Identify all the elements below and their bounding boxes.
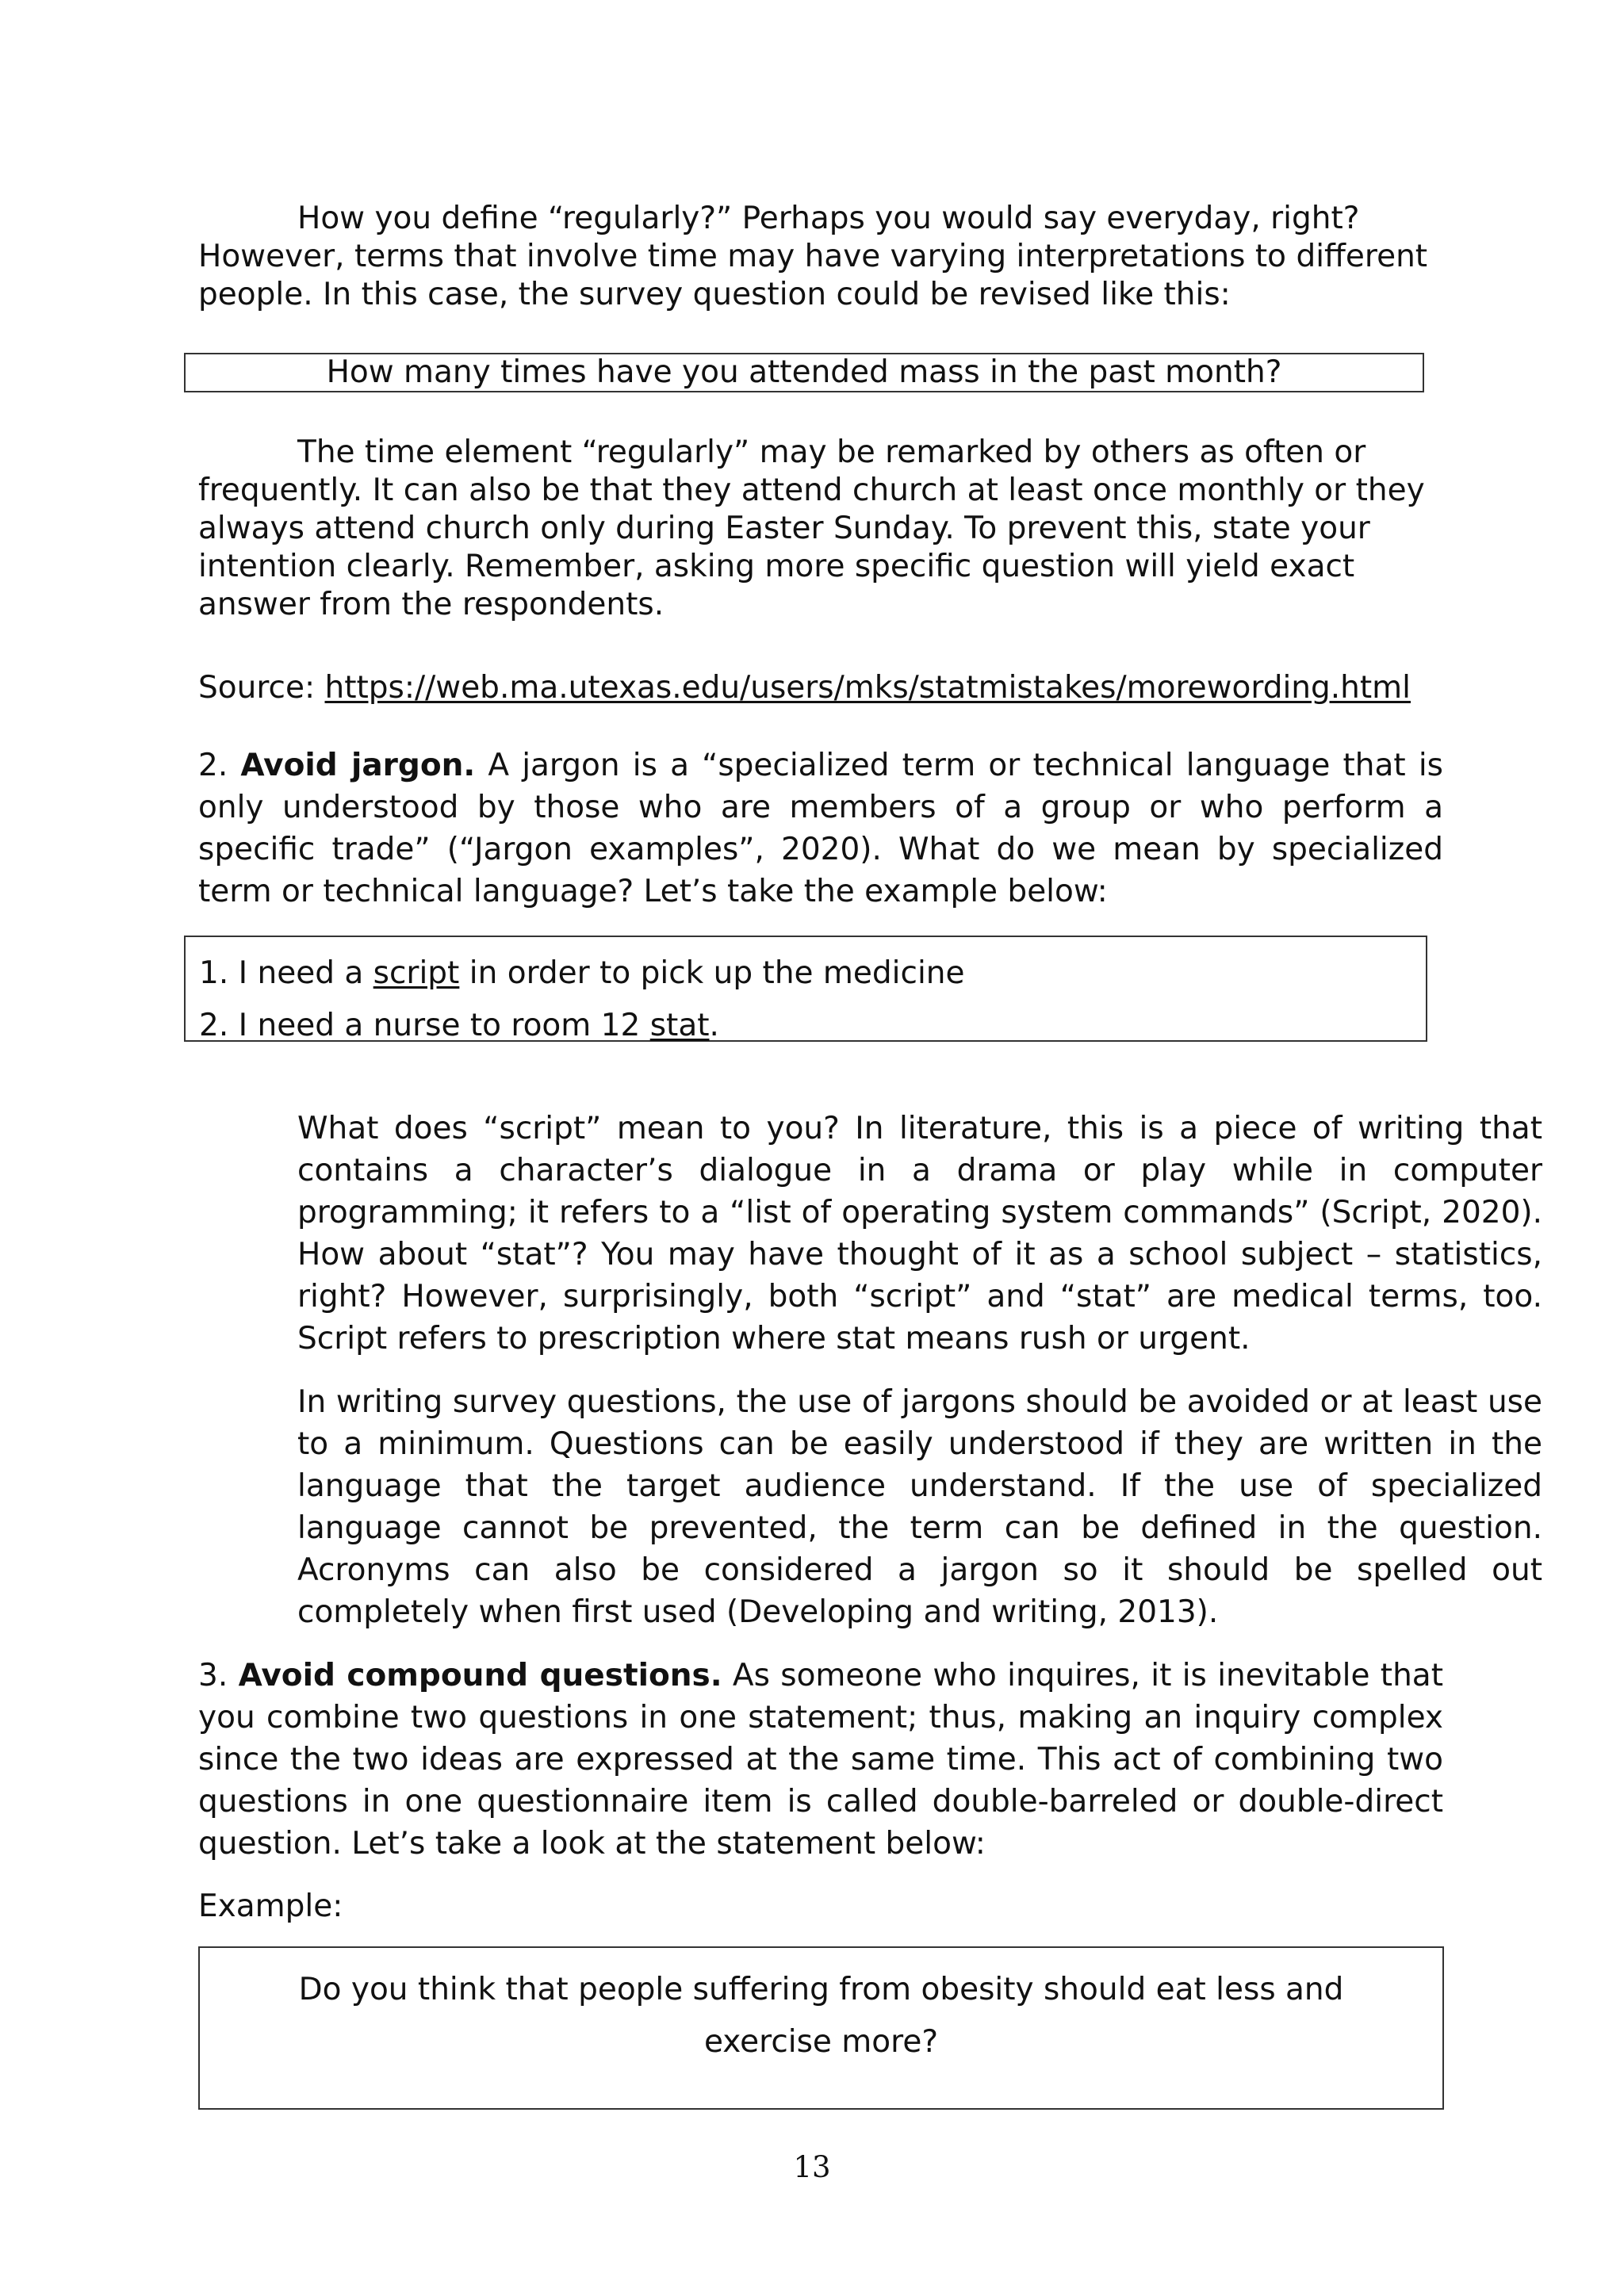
source-label: Source:: [198, 670, 325, 706]
paragraph-time-element: [198, 434, 1443, 624]
text-line: frequently. It can also be that they attend church at least once monthly or they: [198, 473, 1425, 508]
section-number: 2.: [198, 748, 241, 783]
example-line-script: 1. I need a script in order to pick up the medicine: [199, 955, 965, 991]
section-number: 3.: [198, 1658, 239, 1693]
example-line-stat: 2. I need a nurse to room 12 stat.: [199, 1008, 719, 1043]
paragraph-script-meaning: What does “script” mean to you? In literature, this is a piece of writing that contains a character’s dialogue in a drama or play while in computer programming; it refers to a “list of operating system commands” (Script, 2020). How about “stat”? You may have thought of it as a school subject – statistics, right? However, surprisingly, both “script” and “stat” are medical terms, too. Script refers to prescription where stat means rush or urgent.: [297, 1111, 1542, 1357]
revised-question-box: How many times have you attended mass in the past month?: [184, 353, 1424, 392]
text-line: always attend church only during Easter Sunday. To prevent this, state your: [198, 511, 1370, 546]
compound-question-box: Do you think that people suffering from obesity should eat less and exercise more?: [198, 1946, 1444, 2110]
paragraph-writing-survey-questions: In writing survey questions, the use of jargons should be avoided or at least use to a minimum. Questions can be easily understood if they are written in the language that the target audience understand. If the use of specialized language cannot be prevented, the term can be defined in the question. Acronyms can also be considered a jargon so it should be spelled out completely when first used (Developing and writing, 2013).: [297, 1384, 1542, 1630]
text-line: people. In this case, the survey question could be revised like this:: [198, 277, 1231, 312]
example-label: Example:: [198, 1888, 343, 1924]
section-heading: Avoid compound questions.: [238, 1658, 722, 1693]
section-heading: Avoid jargon.: [240, 748, 476, 783]
paragraph-regularly-definition: [198, 200, 1443, 314]
page-number: 13: [793, 2150, 831, 2184]
text-line: The time element “regularly” may be remarked by others as often or: [297, 434, 1366, 470]
section-text: As someone who inquires, it is inevitable that you combine two questions in one statement; thus, making an inquiry complex since the two ideas are expressed at the same time. This act of combining two questions in one questionnaire item is called double-barreled or double-direct question. Let’s take a look at the statement below:: [198, 1658, 1443, 1862]
jargon-example-box: [184, 936, 1427, 1042]
section-text: A jargon is a “specialized term or technical language that is only understood by those who are members of a group or who perform a specific trade” (“Jargon examples”, 2020). What do we mean by specialized term or technical language? Let’s take the example below:: [198, 748, 1444, 909]
section-avoid-jargon: [198, 744, 1443, 913]
source-link[interactable]: https://web.ma.utexas.edu/users/mks/statmistakes/morewording.html: [324, 670, 1411, 706]
jargon-term-script: script: [373, 955, 460, 991]
text-line: intention clearly. Remember, asking more specific question will yield exact: [198, 549, 1355, 584]
text-line: How you define “regularly?” Perhaps you would say everyday, right?: [297, 201, 1360, 236]
text-line: answer from the respondents.: [198, 587, 665, 622]
text-line: However, terms that involve time may have varying interpretations to different: [198, 239, 1428, 274]
jargon-term-stat: stat: [649, 1008, 710, 1043]
section-avoid-compound-questions: [198, 1655, 1443, 1865]
source-line: [198, 669, 1443, 707]
